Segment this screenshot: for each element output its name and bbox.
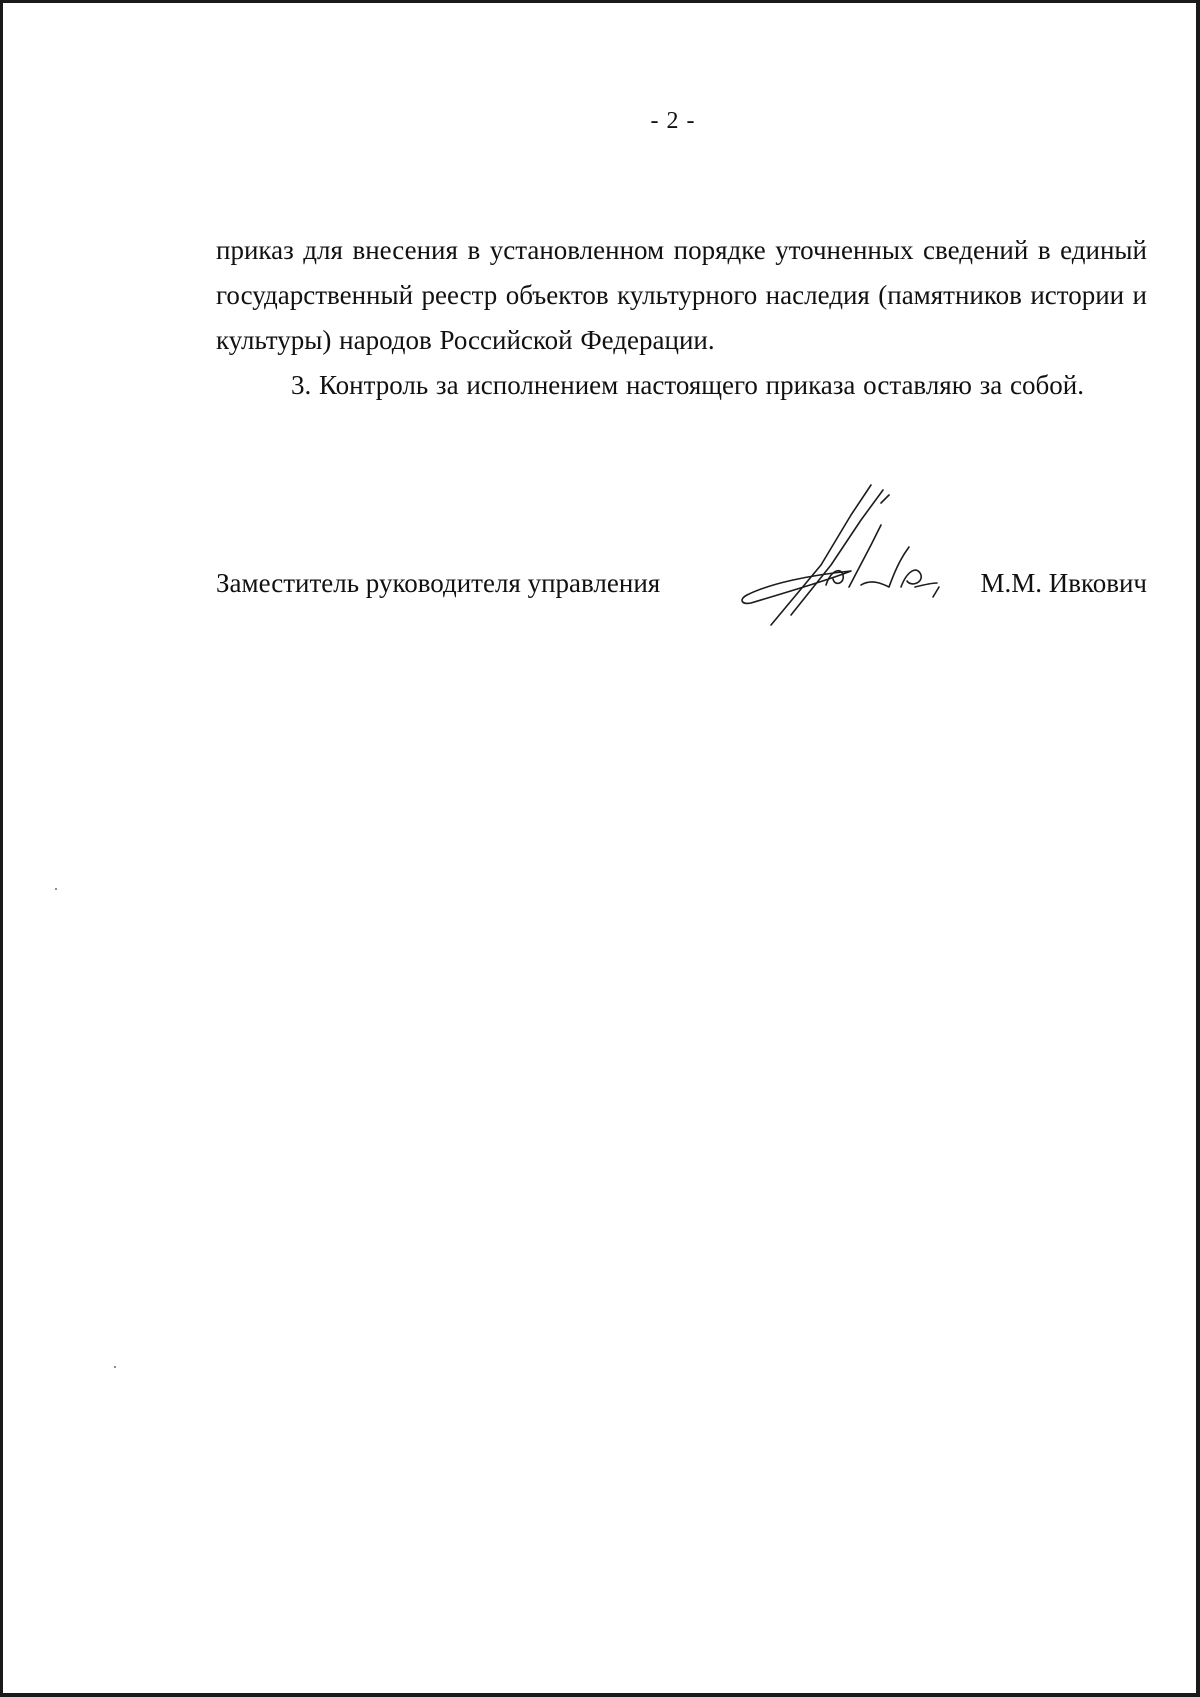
handwritten-signature (731, 475, 961, 635)
page-number: - 2 - (650, 108, 696, 134)
document-body (216, 228, 1147, 408)
paragraph-item-3: 3. Контроль за исполнением настоящего приказа оставляю за собой. (291, 370, 1084, 400)
signer-name: М.М. Ивкович (980, 568, 1147, 598)
paragraph-continuation: приказ для внесения в установленном порядке уточненных сведений в единый государственный реестр объектов культурного наследия (памятников истории и культуры) народов Российской Федерации. (216, 235, 1147, 355)
signer-title: Заместитель руководителя управления (216, 568, 661, 598)
signature-block (216, 475, 1147, 645)
scan-speck (114, 1366, 116, 1368)
scan-speck (55, 888, 57, 890)
